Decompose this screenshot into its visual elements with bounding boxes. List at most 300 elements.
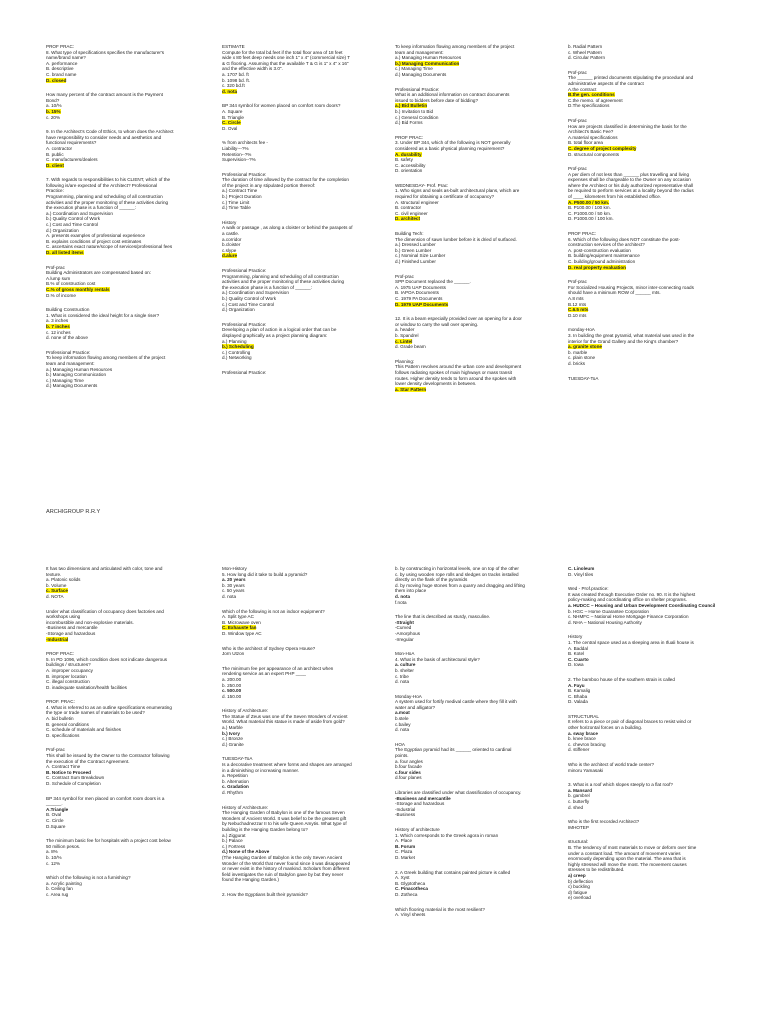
question-line: A. Baddal — [568, 645, 588, 651]
option-line: c. NHMFC – National Home Mortgage Finance Corporation — [568, 614, 689, 620]
question-line: workshops using — [46, 614, 81, 620]
question-line: the execution phase is a function of ______: — [46, 205, 136, 211]
question-line: Prof-prac — [395, 273, 414, 279]
question-line: Architect's Basic Fee? — [568, 129, 614, 135]
question-line: A. Square — [222, 108, 243, 114]
question-line: Professional Practice: — [222, 268, 267, 273]
question-block — [395, 742, 545, 781]
question-line: The Statue of Zeus was one of the Seven Wonders of Ancient — [222, 713, 348, 719]
question-line: a.) Contract Time — [222, 188, 258, 194]
question-line: a.corridor — [222, 236, 242, 242]
question-line: b. Ceiling fan — [46, 886, 73, 892]
question-line: & G flooring. Assuming that the available T & G is 1" x 4" x 16" — [222, 60, 349, 66]
question-block — [568, 70, 718, 109]
question-line: Prof-prac — [568, 279, 587, 285]
question-line: Professional Practice: — [222, 369, 267, 375]
question-line: d. by moving huge stones from a quarry and dragging and lifting — [395, 582, 525, 588]
question-line: d.) Time Table — [222, 205, 251, 211]
option-line: B. safety — [395, 157, 413, 163]
answer-text: a. granite stone — [568, 344, 602, 350]
question-line: d. Circular Pattern — [568, 55, 606, 61]
answer-text: d. nota — [395, 593, 411, 599]
question-line: functional requirements? — [46, 140, 97, 146]
question-line: rendering service as an expert PHP ____ — [222, 671, 306, 677]
question-line: c.) Fortress — [222, 843, 246, 849]
question-block — [46, 651, 196, 690]
question-line: This shall be issued by the Owner to the Contractor following — [46, 753, 170, 759]
option-line: b. marble — [568, 349, 588, 355]
question-line: Is a decorative treatment where forms and shapes are arranged — [222, 762, 352, 768]
answer-text: B.the gen. conditions — [568, 92, 615, 98]
question-line: Professional Practice: — [222, 321, 267, 327]
question-line: Programming, planning and scheduling of all construction — [222, 273, 339, 279]
question-line: Prof-prac — [568, 117, 587, 123]
question-line: c. Area rug — [46, 891, 69, 897]
question-line: 12. It is a beam especially provided over an opening for a door — [395, 316, 522, 322]
option-line: d. none of the above — [46, 335, 88, 341]
option-line: b. HGC – Home Guarantee Corporation — [568, 608, 649, 614]
question-line: B. descriptive — [46, 66, 74, 72]
question-block — [222, 268, 372, 313]
question-block — [46, 92, 196, 120]
option-line: D. Zotheca — [395, 891, 418, 897]
answer-text: a. sway brace — [568, 730, 598, 736]
question-block — [568, 118, 718, 157]
answer-line — [46, 637, 196, 643]
question-line: 1. Who signs and seals as-built architectural plans, which are — [395, 188, 520, 194]
question-block — [395, 566, 545, 605]
question-line: Libraries are classified under what classification of occupancy. — [395, 790, 522, 795]
option-line: B. Kamalig — [568, 688, 591, 694]
question-line: Professional Practice: — [222, 171, 267, 177]
question-line: History — [568, 634, 583, 640]
option-line: c. 12 inches — [46, 329, 71, 335]
question-block — [395, 316, 545, 350]
question-line: B. building/equipment maintenance — [568, 253, 640, 259]
column-2 — [222, 566, 372, 907]
question-line: b. 10/% — [46, 854, 62, 860]
answer-text: B. Forum — [395, 843, 416, 849]
question-line: b.) Palace — [222, 838, 243, 844]
question-block — [46, 566, 196, 600]
question-line: TUESDAY-ToA — [568, 375, 599, 381]
option-line: B. P100.00 / 100 km. — [568, 205, 611, 211]
question-line: B.12 mts — [568, 301, 587, 307]
option-line: d. nota — [395, 679, 410, 685]
question-line: A. Place — [395, 838, 413, 844]
question-line: structural: — [568, 839, 589, 845]
question-line: Prof-prac — [46, 264, 65, 270]
answer-line — [395, 302, 545, 308]
question-block — [395, 907, 545, 918]
question-line: a. 200.00 — [222, 676, 242, 682]
question-line: activities and the proper monitoring of these activities during — [46, 199, 169, 205]
question-line: Mon-History — [222, 566, 247, 571]
question-line: a. 1707 bd. ft — [222, 71, 249, 77]
question-line: b. Radial Pattern — [568, 44, 603, 49]
answer-text: b.) Managing Communication — [395, 60, 460, 66]
question-line: a. four angles — [395, 758, 423, 764]
option-line: D.The specifications — [568, 103, 610, 109]
question-line: B. contractor — [395, 205, 422, 211]
option-line: d.) Granite — [222, 741, 244, 747]
answer-text: a.) Bid Bulletin — [395, 103, 428, 109]
option-line: D. structural components — [568, 151, 620, 157]
answer-text: C.% of gross monthly rentals — [46, 286, 110, 292]
question-line: a.) Coordination and Supervision — [222, 290, 289, 296]
option-line: c. 50 years — [222, 588, 245, 594]
question-line: 4. What is referred to as an outline specifications enumerating — [46, 704, 172, 710]
question-line: 9. In the Architect's Code of Ethics, to whom does the Architect — [46, 129, 174, 135]
answer-line — [222, 89, 372, 95]
answer-text: -Business and mercantile — [395, 795, 451, 801]
question-line: by Nebuchadnezzar II to his wife Queen Amytis. What type of — [222, 821, 347, 827]
option-line: Wonder of the World that never found since it was disappeared — [222, 860, 351, 866]
question-line: c.slype — [222, 247, 237, 253]
option-line: found the Hanging Garden.) — [222, 877, 279, 883]
answer-text: c. Gradation — [222, 784, 249, 790]
question-line: It was created through Executive Order no. 90. It is the highest — [568, 591, 696, 597]
option-line: c. chevron bracing — [568, 741, 606, 747]
question-line: activities and the proper monitoring of these activities during — [222, 279, 345, 285]
option-line: c. tribe — [395, 673, 409, 679]
option-line: b. gambrel — [568, 793, 590, 799]
question-line: STRUCTURAL — [568, 713, 599, 719]
question-line: C. illegal construction — [46, 679, 90, 685]
question-line: c.) Nominal Size Lumber — [395, 253, 446, 259]
option-line: d.) Managing Documents — [395, 71, 447, 77]
question-line: a.) Ziggurat — [222, 832, 246, 838]
question-line: b. Spandrel — [395, 332, 419, 338]
question-line: C. 1979 PA Documents — [395, 295, 443, 301]
question-line: To keep information flowing among members of the project — [46, 355, 166, 361]
question-line: Monday-HoA — [395, 693, 422, 699]
question-line: -Business and mercantile — [46, 625, 98, 631]
question-line: c. Wheel Pattern — [568, 49, 602, 55]
question-line: For Socialized Housing Projects, minor inter-connecting roads — [568, 284, 694, 290]
question-line: c.) Time Limit — [222, 199, 250, 205]
question-line: Who is the first recorded Architect? — [568, 819, 640, 825]
option-line: c) buckling — [568, 884, 590, 890]
option-line: b.) Invitation to Bid — [395, 108, 434, 114]
question-line: 3. In building the great pyramid, what material was used in the — [568, 332, 695, 338]
question-line: Under what classification of occupancy does factories and — [46, 608, 164, 614]
question-line: name/brand name? — [46, 55, 86, 61]
question-line: Which of the following is not an indoor equipment? — [222, 608, 325, 614]
question-block — [568, 166, 718, 222]
question-line: Prof-prac — [568, 69, 587, 75]
answer-text: a. HUDCC – Housing and Urban Development Coordinating Council — [568, 602, 716, 608]
question-line: have responsibility to consider needs and aesthetics and — [46, 134, 162, 140]
answer-text: D. architect — [395, 216, 421, 222]
option-line: D. P1000.00 / 100 km. — [568, 216, 614, 222]
question-block — [46, 44, 196, 83]
question-line: PROF PRAC: — [46, 651, 75, 657]
answer-text: c.four sides — [395, 769, 421, 775]
answer-line — [395, 387, 545, 393]
question-line: incombustible and non-explosive materials. — [46, 619, 134, 625]
question-line: A.the contract — [568, 86, 597, 92]
option-line: d) fatigue — [568, 889, 588, 895]
option-line: d. Rhythm — [222, 790, 243, 795]
option-line: d.four planes — [395, 775, 422, 781]
question-line: B. IAPOA Documents — [395, 290, 439, 296]
question-line: d.) Finished Lumber — [395, 259, 436, 264]
question-line: considered as a basic physical planning requirement? — [395, 145, 505, 151]
question-line: A.lump sum — [46, 275, 71, 281]
answer-text: c. 500.00 — [222, 688, 242, 694]
question-line: a.) Managing Human Resources — [46, 366, 113, 372]
question-block — [46, 177, 196, 255]
question-line: C. civil engineer — [395, 210, 428, 216]
question-line: 3. Under BP 344, which of the following is NOT generally — [395, 140, 511, 146]
option-line: B. Oval — [46, 812, 62, 818]
question-line: 4. What is the basis of architectural style? — [395, 656, 480, 662]
question-line: a.) Marble — [222, 725, 243, 731]
question-line: B. Glyptotheca — [395, 880, 426, 886]
answer-text: D. client — [46, 162, 64, 168]
option-line: D. Window type AC — [222, 630, 262, 636]
question-block — [46, 875, 196, 897]
question-line: wide x 80 feet deep needs one inch 1" x 4" (commercial size) T — [222, 55, 351, 61]
answer-text: C. degree of project complexity — [568, 145, 637, 151]
question-line: team and management: — [46, 360, 95, 366]
question-line: 5. In PD 1096, which condition does not indicate dangerous — [46, 656, 168, 662]
answer-text: a. 20 years — [222, 577, 246, 583]
option-line: b. knee brace — [568, 736, 596, 742]
question-line: To keep information flowing among members of the project — [395, 44, 515, 49]
question-line: World. What material this statue is made of aside from gold? — [222, 719, 345, 725]
question-line: -Storage and hazardous — [46, 630, 96, 636]
question-line: B. Microwave oven — [222, 619, 261, 625]
question-block — [568, 376, 718, 382]
question-line: team and management: — [395, 49, 444, 55]
question-line: The Hanging Garden of Babylon is one of the famous Seven — [222, 810, 345, 816]
question-line: WEDNESDAY- Prof. Prac: — [395, 182, 449, 188]
question-line: administrative aspects of the contract — [568, 80, 644, 86]
option-line: D. orientation — [395, 168, 423, 174]
question-block — [46, 307, 196, 341]
question-block — [46, 838, 196, 866]
question-line: a. 3 inches — [46, 318, 69, 324]
answer-text: A.Triangle — [46, 806, 69, 812]
question-block — [222, 370, 372, 376]
question-line: 2. The bamboo house of the southern strain is called — [568, 676, 675, 682]
answer-text: D. all listed items — [46, 250, 84, 255]
question-line: C. building/ground administration — [568, 259, 636, 264]
question-line: History of architecture — [395, 826, 440, 832]
question-line: interior for the Grand Gallery and the King's chamber? — [568, 338, 679, 344]
question-block — [46, 265, 196, 299]
column-1 — [46, 566, 196, 907]
option-line: D. Schedule of Completion — [46, 781, 101, 786]
question-line: lower density developments in between. — [395, 381, 477, 387]
question-line: Who is the architect of world trade center? — [568, 762, 655, 768]
option-line: C. Circle — [46, 817, 64, 823]
question-line: b. by constructing in horizontal levels, one on top of the other — [395, 566, 519, 571]
option-line: -Irregular — [395, 636, 414, 642]
answer-line — [568, 603, 718, 609]
question-line: a.) Dressed Lumber — [395, 242, 436, 248]
question-line: and the effective width is 3.0". — [222, 66, 283, 72]
answer-text: C. Circle — [222, 120, 241, 126]
question-line: highly stressed will move the most. The movement causes — [568, 861, 687, 867]
question-block — [222, 322, 372, 361]
question-block — [395, 651, 545, 685]
question-line: should have a minimum ROW of ______ mts. — [568, 290, 661, 296]
question-line: 2. A Greek building that contains painted picture is called — [395, 869, 511, 875]
question-line: IMHOTEP — [568, 824, 589, 830]
question-line: issued to bidders before date of bidding? — [395, 97, 479, 103]
column-1 — [46, 44, 196, 398]
question-line: Mon-HoA — [395, 651, 415, 657]
option-line: d. shed — [568, 804, 584, 810]
question-line: d.) Organization — [46, 227, 79, 233]
question-line: Compute for the total bd.feet if the total floor area of 18 feet — [222, 49, 343, 55]
question-line: a.) Planning — [222, 338, 247, 344]
question-line: It refers to a piece or pair of diagonal braces to resist wind or — [568, 719, 692, 725]
option-line: d. stiffener — [568, 747, 590, 753]
question-line: following is/are expected of the Architect? Professional — [46, 182, 158, 188]
question-line: Bond? — [46, 97, 60, 103]
question-line: b.cloister — [222, 242, 241, 248]
option-line: D. Market — [395, 854, 415, 860]
question-line: b.) Green Lumber — [395, 247, 432, 253]
answer-line — [46, 163, 196, 169]
question-block — [395, 790, 545, 818]
question-line: be required to perform services at a locality beyond the radius — [568, 188, 694, 194]
answer-text: B. Notice to Proceed — [46, 769, 91, 775]
question-block — [568, 782, 718, 810]
question-line: c.) Cost and Time Control — [222, 301, 275, 307]
option-line: -Amorphous — [395, 630, 421, 636]
question-line: PROF PRAC: — [46, 44, 75, 49]
column-3 — [395, 566, 545, 927]
question-block — [568, 566, 718, 577]
question-line: texture. — [46, 571, 62, 577]
option-line: C. Contract Sum Breakdown — [46, 775, 105, 781]
question-line: A.material specifications — [568, 134, 618, 140]
question-line: A. Split type AC — [222, 614, 254, 620]
question-line: 2. How the Egyptians built their pyramids? — [222, 891, 308, 897]
question-line: a. header — [395, 327, 415, 333]
option-line: d. Grade beam — [395, 344, 426, 350]
option-line: d.) Networking — [222, 355, 252, 361]
question-block — [222, 566, 372, 600]
answer-text: D. real property evaluation — [568, 264, 626, 270]
option-line: c.) Controlling — [222, 349, 251, 355]
question-line: How are projects classified in determining the basis for the — [568, 123, 687, 129]
answer-line — [568, 265, 718, 271]
question-block — [568, 634, 718, 668]
question-line: 7. With regards to responsibilities to his CLIENT, which of the — [46, 177, 171, 183]
column-4 — [568, 44, 718, 390]
question-line: B. Kotel — [568, 651, 585, 657]
question-line: Prof-prac — [568, 166, 587, 172]
answer-text: C. Pinacotheca — [395, 886, 428, 892]
question-line: The ______ printed documents stipulating the procedural and — [568, 75, 694, 81]
answer-text: A. P500.00 / 50 km. — [568, 199, 610, 205]
option-line: D. Vinyl tiles — [568, 571, 594, 577]
question-line: in a diminishing or increasing manner. — [222, 767, 300, 773]
option-line: -Curved — [395, 625, 412, 631]
question-line: Professional Practice: — [46, 349, 91, 355]
question-line: A.8 mts — [568, 295, 584, 301]
question-line: A. post-construction evaluation — [568, 247, 631, 253]
question-line: Programming, planning and scheduling of all construction — [46, 194, 163, 200]
question-line: a. Platonic solids — [46, 577, 81, 583]
question-block — [568, 677, 718, 705]
question-line: A. Xyst — [395, 875, 410, 881]
question-line: 3. What is a roof which slopes steeply to a flat roof? — [568, 782, 673, 788]
answer-line — [395, 216, 545, 222]
option-line: D.10 mts — [568, 312, 587, 318]
question-line: c. 320 bd.ft — [222, 83, 245, 89]
question-line: This Pattern revolves around the urban core and development — [395, 364, 522, 370]
question-line: minoru Yamasaki — [568, 767, 604, 773]
answer-text: a. Star Pattern — [395, 386, 427, 392]
question-line: The dimension of sawn lumber before it is dried of surfaced. — [395, 236, 517, 242]
option-line: c.bailey — [395, 721, 411, 727]
question-line: C. schedule of materials and finishes — [46, 727, 122, 733]
answer-text: b. 15% — [46, 108, 61, 114]
question-line: follows radiating spokes of main highways or mass transit — [395, 369, 512, 375]
question-block — [222, 756, 372, 795]
question-line: A. structural engineer — [395, 199, 439, 205]
question-line: PROF PRAC: — [568, 231, 597, 237]
question-line: Jorn Utzon — [222, 651, 245, 657]
question-line: building is the Hanging Garden belong to? — [222, 826, 308, 832]
question-line: buildings / structures? — [46, 662, 91, 668]
question-line: c.) Managing Time — [46, 377, 84, 383]
question-line: a. 8% — [46, 849, 58, 855]
option-line: C.the memo. of agreement — [568, 97, 623, 103]
question-line: A. presents examples of professional experience — [46, 233, 146, 239]
answer-text: a. culture — [395, 662, 416, 668]
question-line: B. The tendency of most materials to move or deform over time — [568, 844, 697, 850]
question-block — [222, 103, 372, 131]
question-line: displayed graphically as a project planning diagram: — [222, 332, 328, 338]
option-line: or never exist in the history of mankind. Scholars from different — [222, 866, 350, 872]
question-line: Building Tech: — [395, 231, 424, 237]
question-line: ______. — [46, 801, 63, 807]
question-line: TUESDAY-ToA — [222, 756, 253, 762]
answer-text: -Straight — [395, 619, 414, 625]
question-line: How many percent of the contract amount is the Payment — [46, 92, 163, 98]
question-line: c. 12% — [46, 860, 61, 866]
question-line: where the Architect or his duly authorized representative shall — [568, 182, 694, 188]
question-line: Building Administrators are compensated based on: — [46, 270, 151, 276]
option-line: c.) Bronze — [222, 736, 243, 742]
option-line: b.stele — [395, 716, 409, 722]
option-line: d. 150.00 — [222, 693, 242, 699]
option-line: d.) Bid Forms — [395, 120, 423, 126]
question-line: policy-making and coordinating office on shelter programs. — [568, 597, 687, 603]
answer-line — [222, 253, 372, 259]
question-line: ESTIMATE — [222, 44, 245, 49]
question-block — [222, 646, 372, 657]
option-line: D.% of income — [46, 292, 76, 298]
option-line: b. 30 years — [222, 582, 245, 588]
question-line: points. — [395, 753, 409, 759]
question-line: of the project in any stipulated portion thereof: — [222, 182, 316, 188]
question-line: 1. What is considered the ideal height for a single riser? — [46, 312, 160, 318]
question-block — [395, 87, 545, 126]
answer-text: d.) None of the Above — [222, 849, 270, 855]
question-line: other horizontal forces on a building. — [568, 725, 643, 731]
question-line: Planning: — [395, 358, 415, 364]
answer-text: a.moat — [395, 710, 410, 716]
